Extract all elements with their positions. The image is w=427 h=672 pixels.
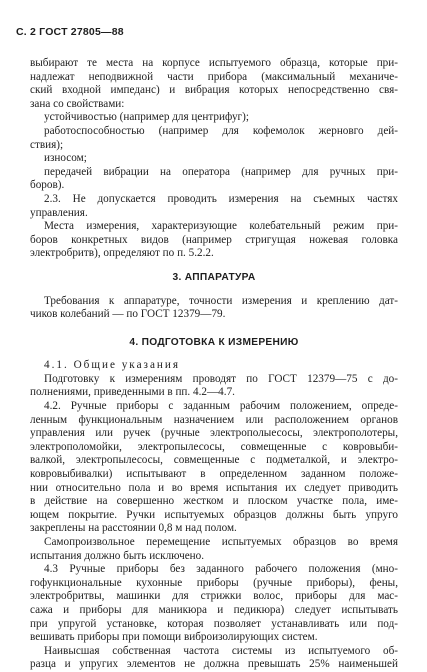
text-line: ющем покрытие. Ручки испытуемых образцов должны быть упруго bbox=[30, 508, 398, 521]
page-header: С. 2 ГОСТ 27805—88 bbox=[16, 26, 124, 38]
text-line: в действие на совершенно жестком и плоском участке пола, име- bbox=[30, 495, 398, 508]
text-line: ский входной импеданс) и вибрация которых непосредственно свя- bbox=[30, 84, 398, 97]
text-line: электробритвы, машинки для стрижки волос, приборы для мас- bbox=[30, 590, 398, 603]
text-line: зана со свойствами: bbox=[30, 97, 125, 110]
text-line: Места измерения, характеризующие колебательный режим при- bbox=[44, 220, 398, 233]
text-line: нии относительно пола и во время испытания их следует приводить bbox=[30, 481, 398, 494]
text-line: разца и упругих элементов не должна превышать 25% наименьшей bbox=[30, 658, 398, 671]
text-line: электрополомойки, электропылесосы, совмещенные с ковровыби- bbox=[30, 440, 398, 453]
text-line: боров). bbox=[30, 179, 65, 192]
text-line: вешивать приборы при помощи виброизолирующих систем. bbox=[30, 631, 318, 644]
text-line: управления или ручек (ручные электрополыесосы, электрополотеры, bbox=[30, 427, 398, 440]
text-line: испытания должно быть исключено. bbox=[30, 549, 205, 562]
text-line: выбирают те места на корпусе испытуемого образца, которые при- bbox=[30, 57, 398, 69]
text-line: при упругой установке, которая позволяет устанавливать или под- bbox=[30, 617, 398, 630]
body-text bbox=[30, 57, 398, 672]
text-line: передачей вибрации на оператора (например для ручных при- bbox=[44, 165, 398, 178]
section-heading: 3. АППАРАТУРА bbox=[172, 271, 256, 283]
text-line: 4.3 Ручные приборы без заданного рабочего положения (мно- bbox=[44, 563, 398, 576]
text-line: чиков колебаний — по ГОСТ 12379—79. bbox=[30, 308, 226, 321]
text-line: валкой, электропылесосы, совмещенные с подметалкой, и электро- bbox=[30, 454, 398, 467]
text-line: управления. bbox=[30, 206, 88, 219]
text-line: боров конкретных видов (например стригущая ножевая головка bbox=[30, 233, 398, 246]
text-line: износом; bbox=[44, 152, 87, 165]
text-line: сажа и приборы для маникюра и педикюра) следует испытывать bbox=[30, 603, 398, 616]
text-line: 4.2. Ручные приборы с заданным рабочим положением, опреде- bbox=[44, 400, 398, 413]
text-line: гофункциональные кухонные приборы (ручные приборы), фены, bbox=[30, 576, 398, 589]
text-line: 2.3. Не допускается проводить измерения на съемных частях bbox=[44, 192, 398, 205]
text-line: закреплены на расстоянии 0,8 м над полом. bbox=[30, 522, 237, 535]
text-line: устойчивостью (например для центрифуг); bbox=[44, 111, 249, 124]
text-line: полнениями, приведенными в пп. 4.2—4.7. bbox=[30, 386, 235, 399]
text-line: надлежат неподвижной части прибора (максимальный механиче- bbox=[30, 70, 398, 83]
text-line: Подготовку к измерениям проводят по ГОСТ 12379—75 с до- bbox=[44, 372, 398, 385]
subsection-heading: 4.1. Общие указания bbox=[44, 359, 181, 372]
text-line: работоспособностью (например для кофемолок жерновго дей- bbox=[44, 124, 398, 137]
text-line: ковровыбивалки) испытывают в определенном заданном положе- bbox=[30, 468, 398, 481]
text-line: ствия); bbox=[30, 138, 64, 151]
text-line: ленным функциональным назначением или расположением органов bbox=[30, 413, 398, 426]
text-line: Требования к аппаратуре, точности измерения и креплению дат- bbox=[44, 294, 398, 307]
section-heading: 4. ПОДГОТОВКА К ИЗМЕРЕНИЮ bbox=[129, 336, 299, 348]
text-line: электробритв), определяют по п. 5.2.2. bbox=[30, 247, 214, 260]
text-line: Наивысшая собственная частота системы из испытуемого об- bbox=[44, 644, 398, 657]
text-line: Самопроизвольное перемещение испытуемых образцов во время bbox=[44, 536, 398, 548]
